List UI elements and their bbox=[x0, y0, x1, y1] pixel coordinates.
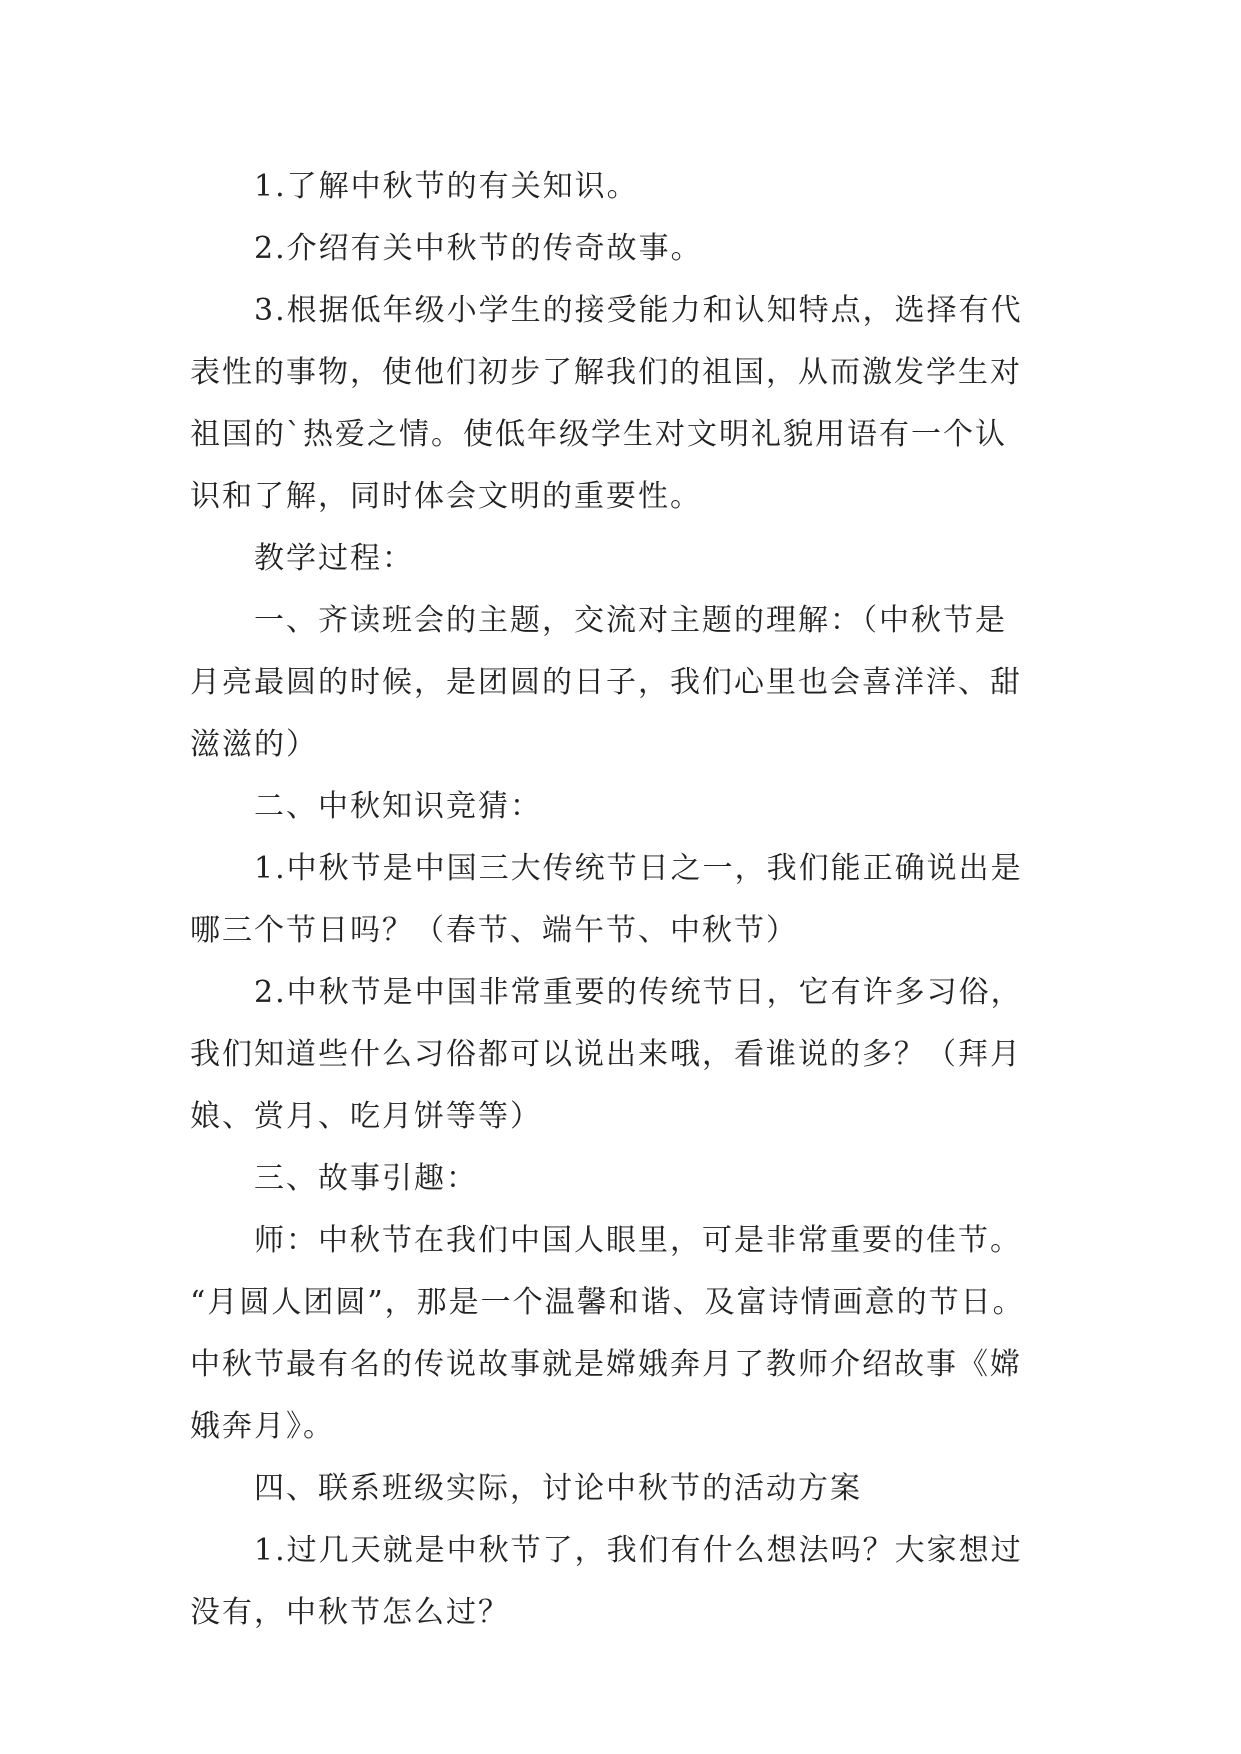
text-line: “月圆人团圆”，那是一个温馨和谐、及富诗情画意的节日。 bbox=[190, 1285, 1025, 1320]
text-line: 1.中秋节是中国三大传统节日之一，我们能正确说出是 bbox=[254, 851, 1023, 886]
text-line: 月亮最圆的时候，是团圆的日子，我们心里也会喜洋洋、甜 bbox=[190, 665, 1022, 700]
text-line: 没有，中秋节怎么过？ bbox=[190, 1595, 510, 1630]
text-line: 三、故事引趣： bbox=[254, 1161, 478, 1196]
text-line: 二、中秋知识竞猜： bbox=[254, 789, 542, 824]
text-line: 我们知道些什么习俗都可以说出来哦，看谁说的多？（拜月 bbox=[190, 1037, 1022, 1072]
text-line: 1.过几天就是中秋节了，我们有什么想法吗？大家想过 bbox=[254, 1533, 1023, 1568]
text-line: 2.介绍有关中秋节的传奇故事。 bbox=[254, 231, 703, 266]
text-line: 哪三个节日吗？（春节、端午节、中秋节） bbox=[190, 913, 798, 948]
text-line: 滋滋的） bbox=[190, 727, 318, 762]
text-line: 1.了解中秋节的有关知识。 bbox=[254, 169, 639, 204]
text-line: 娥奔月》。 bbox=[190, 1409, 335, 1444]
text-line: 祖国的`热爱之情。使低年级学生对文明礼貌用语有一个认 bbox=[190, 417, 1007, 452]
text-line: 识和了解，同时体会文明的重要性。 bbox=[190, 479, 702, 514]
text-line: 中秋节最有名的传说故事就是嫦娥奔月了教师介绍故事《嫦 bbox=[190, 1347, 1022, 1382]
text-line: 3.根据低年级小学生的接受能力和认知特点，选择有代 bbox=[254, 293, 1023, 328]
text-line: 师：中秋节在我们中国人眼里，可是非常重要的佳节。 bbox=[254, 1223, 1022, 1258]
text-line: 教学过程： bbox=[254, 541, 414, 576]
text-line: 表性的事物，使他们初步了解我们的祖国，从而激发学生对 bbox=[190, 355, 1022, 390]
text-line: 一、齐读班会的主题，交流对主题的理解：（中秋节是 bbox=[254, 603, 1007, 638]
text-line: 四、联系班级实际，讨论中秋节的活动方案 bbox=[254, 1471, 862, 1506]
text-line: 2.中秋节是中国非常重要的传统节日，它有许多习俗， bbox=[254, 975, 1023, 1010]
text-line: 娘、赏月、吃月饼等等） bbox=[190, 1099, 542, 1134]
